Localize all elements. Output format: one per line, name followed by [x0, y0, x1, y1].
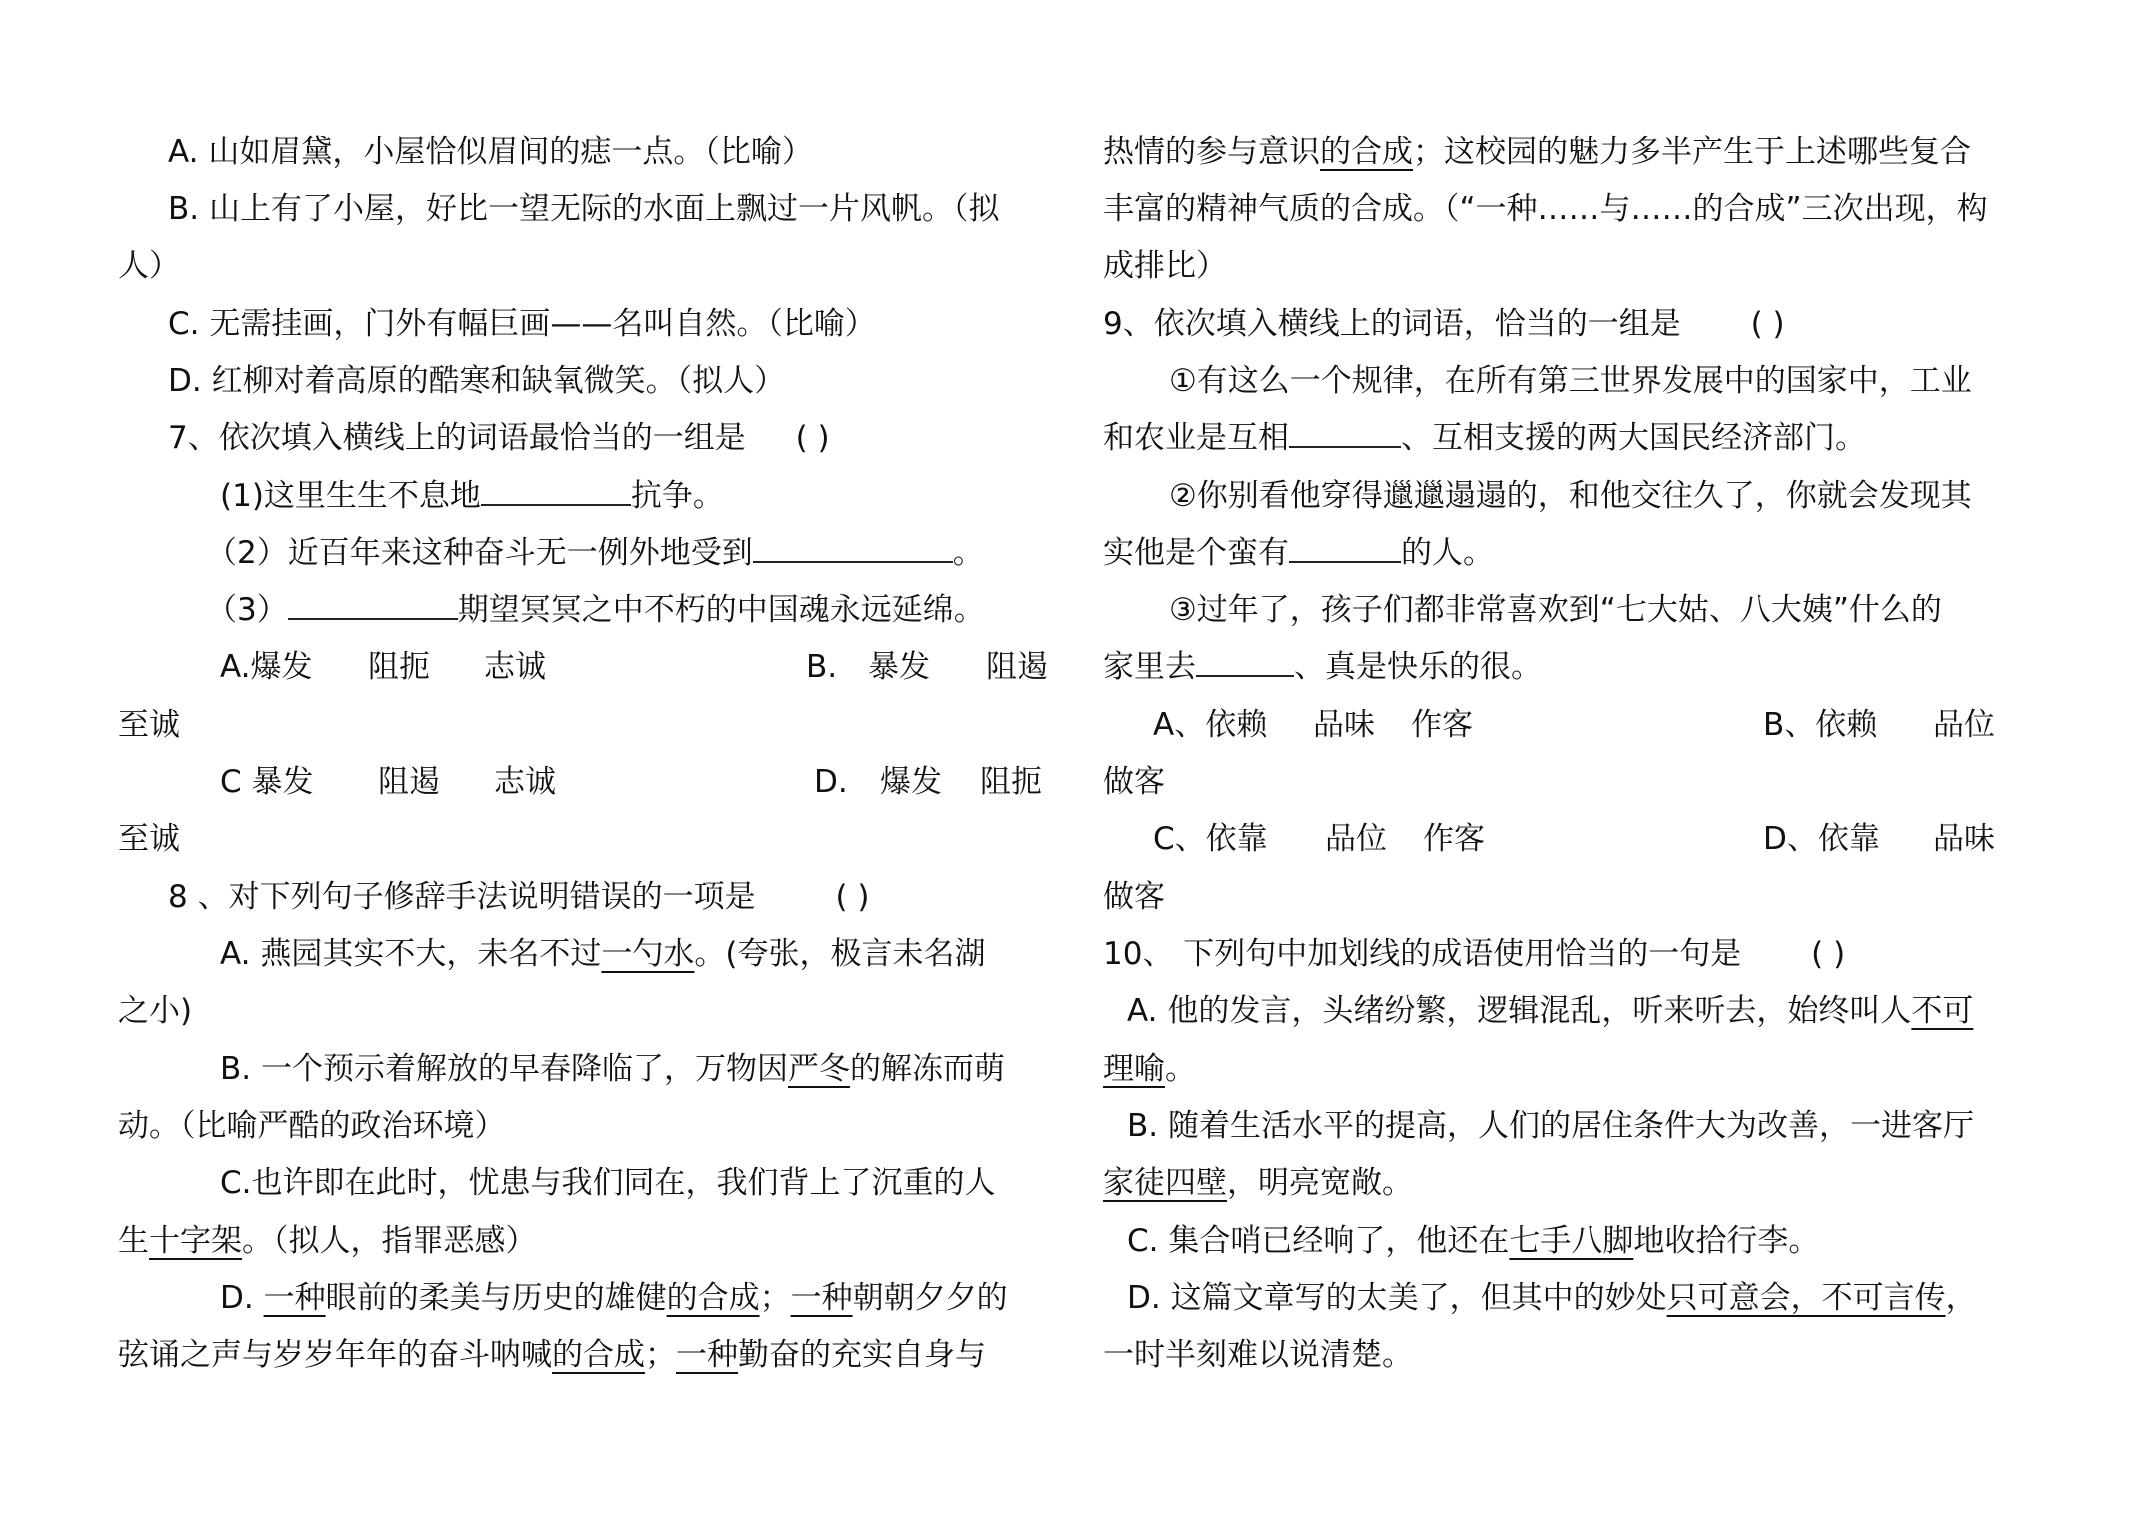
q10-b-text-2: ，明亮宽敞。: [1227, 1165, 1413, 1201]
q7-stem: [168, 418, 830, 458]
q10-a-text-1: A. 他的发言，头绪纷繁，逻辑混乱，听来听去，始终叫人: [1127, 993, 1912, 1029]
q7-s2-text-b: 。: [952, 535, 984, 571]
q7-s3-blank: [288, 590, 458, 620]
q8-answer-paren: ( ): [835, 879, 870, 915]
q10-answer-paren: ( ): [1811, 936, 1846, 972]
q8-option-a: [220, 934, 985, 974]
q8-d-l2-text-2: ；: [645, 1337, 676, 1373]
q9-b-label: B、依赖: [1763, 707, 1878, 743]
q7-options-cd: [220, 762, 1073, 802]
q8-c-text-2: 。（拟人，指罪恶感）: [242, 1223, 537, 1259]
q8-a-underlined: 一勺水: [601, 936, 695, 972]
q9-options-cd: [1153, 819, 2058, 859]
q7-s1-text-a: (1)这里生生不息地: [220, 478, 481, 514]
q8-d-line5: 成排比）: [1103, 248, 1227, 284]
q8-d-underlined-3: 一种: [790, 1280, 853, 1316]
q9-sentence-2: ②你别看他穿得邋邋遢遢的，和他交往久了，你就会发现其: [1169, 478, 1972, 514]
q10-b-underlined: 家徒四壁: [1103, 1165, 1227, 1201]
q9-options-ab: [1153, 705, 2058, 745]
q7-sentence-3: [206, 590, 985, 630]
q8-option-d-line2: [118, 1335, 986, 1375]
q10-option-a-cont: [1103, 1049, 1196, 1089]
q10-option-d-cont: 一时半刻难以说清楚。: [1103, 1337, 1413, 1373]
q8-d-line3: [1103, 132, 1971, 172]
q9-s2-text-c: 的人。: [1401, 535, 1494, 571]
q10-a-underlined-2: 理喻: [1103, 1051, 1165, 1087]
q10-d-underlined: 只可意会，不可言传: [1666, 1280, 1946, 1316]
q8-stem-text: 8 、对下列句子修辞手法说明错误的一项是: [168, 879, 756, 915]
q10-d-text-2: ，: [1945, 1280, 1977, 1316]
q7-b-cont: 至诚: [118, 707, 180, 743]
q8-d-l3-text-1: 热情的参与意识: [1103, 134, 1320, 170]
q7-c-label: C 暴发: [220, 764, 314, 800]
q8-b-text-2: 的解冻而萌: [849, 1051, 1005, 1087]
q7-d-cont: 至诚: [118, 821, 180, 857]
q8-option-c: C.也许即在此时，忧患与我们同在，我们背上了沉重的人: [220, 1165, 996, 1201]
q10-c-text-2: 地收拾行李。: [1633, 1223, 1820, 1259]
q9-s2-text-b: 实他是个蛮有: [1103, 535, 1289, 571]
q7-s1-text-b: 抗争。: [630, 478, 724, 514]
q8-d-line4: 丰富的精神气质的合成。（“一种……与……的合成”三次出现，构: [1103, 191, 1988, 227]
q10-c-underlined: 七手八脚: [1509, 1223, 1634, 1259]
q9-sentence-3-cont: [1103, 647, 1542, 687]
q9-s2-blank: [1289, 533, 1401, 563]
q9-sentence-1-cont: [1103, 418, 1866, 458]
q6-option-a: A. 山如眉黛，小屋恰似眉间的痣一点。（比喻）: [168, 134, 813, 170]
q9-d-label: D、依靠: [1763, 821, 1880, 857]
q9-s1-text-c: 、互相支援的两大国民经济部门。: [1401, 420, 1866, 456]
q7-s3-text-a: （3）: [206, 592, 288, 628]
q8-c-underlined: 十字架: [149, 1223, 242, 1259]
q8-b-text-1: B. 一个预示着解放的早春降临了，万物因: [220, 1051, 788, 1087]
q10-option-d: [1127, 1278, 1977, 1318]
q6-option-c: C. 无需挂画，门外有幅巨画——名叫自然。（比喻）: [168, 306, 876, 342]
q6-option-d: D. 红柳对着高原的酷寒和缺氧微笑。（拟人）: [168, 363, 786, 399]
q10-a-underlined-1: 不可: [1911, 993, 1974, 1029]
q10-a-text-2: 。: [1165, 1051, 1196, 1087]
q7-c-word2: 阻遏: [378, 764, 440, 800]
q9-c-word2: 品位: [1325, 821, 1387, 857]
q8-stem: [168, 877, 869, 917]
q9-d-cont: 做客: [1103, 879, 1165, 915]
q8-option-a-cont: 之小): [118, 993, 193, 1029]
q9-sentence-3: ③过年了，孩子们都非常喜欢到“七大姑、八大姨”什么的: [1169, 592, 1942, 628]
q7-d-word1: 爆发: [880, 764, 942, 800]
q7-answer-paren: ( ): [795, 420, 830, 456]
q7-c-word3: 志诚: [494, 764, 556, 800]
q10-stem: [1103, 934, 1845, 974]
q7-d-word2: 阻扼: [980, 764, 1042, 800]
q9-a-word2: 品味: [1313, 707, 1375, 743]
q8-d-label: D.: [220, 1280, 264, 1316]
q9-s3-text-c: 、真是快乐的很。: [1294, 649, 1542, 685]
q7-sentence-1: [220, 476, 724, 516]
q9-b-word2: 品位: [1933, 707, 1995, 743]
q9-stem-text: 9、依次填入横线上的词语，恰当的一组是: [1103, 306, 1681, 342]
q8-d-l2-text-1: 弦诵之声与岁岁年年的奋斗呐喊: [118, 1337, 552, 1373]
q8-a-text-1: A. 燕园其实不大，未名不过: [220, 936, 602, 972]
q9-c-word3: 作客: [1423, 821, 1485, 857]
q9-s1-text-b: 和农业是互相: [1103, 420, 1289, 456]
q8-d-l3-text-2: ；这校园的魅力多半产生于上述哪些复合: [1413, 134, 1971, 170]
q9-s1-blank: [1289, 418, 1401, 448]
q7-d-label: D.: [814, 764, 848, 800]
q7-a-label: A.爆发: [220, 649, 313, 685]
q10-option-b: B. 随着生活水平的提高，人们的居住条件大为改善，一进客厅: [1127, 1108, 1974, 1144]
q10-stem-text: 10、 下列句中加划线的成语使用恰当的一句是: [1103, 936, 1742, 972]
q8-d-l2-text-3: 勤奋的充实自身与: [738, 1337, 986, 1373]
q6-option-b: B. 山上有了小屋，好比一望无际的水面上飘过一片风帆。（拟: [168, 191, 1000, 227]
q8-d-l2-underlined-1: 的合成: [552, 1337, 645, 1373]
q7-s2-blank: [753, 533, 953, 563]
q8-b-underlined: 严冬: [787, 1051, 850, 1087]
q10-d-text-1: D. 这篇文章写的太美了，但其中的妙处: [1127, 1280, 1667, 1316]
q10-option-b-cont: [1103, 1163, 1413, 1203]
q9-d-word2: 品味: [1933, 821, 1995, 857]
q9-s3-blank: [1196, 647, 1294, 677]
q7-a-word2: 阻扼: [368, 649, 430, 685]
q7-b-word2: 阻遏: [986, 649, 1048, 685]
q8-d-l3-underlined: 的合成: [1320, 134, 1413, 170]
q9-sentence-2-cont: [1103, 533, 1494, 573]
q7-sentence-2: [206, 533, 984, 573]
q8-option-b: [220, 1049, 1005, 1089]
q10-c-text-1: C. 集合哨已经响了，他还在: [1127, 1223, 1510, 1259]
q9-s3-text-b: 家里去: [1103, 649, 1196, 685]
q10-option-a: [1127, 991, 1973, 1031]
q8-d-text-3: ；: [759, 1280, 791, 1316]
q9-b-cont: 做客: [1103, 764, 1165, 800]
q9-answer-paren: ( ): [1750, 306, 1785, 342]
q9-stem: [1103, 304, 1785, 344]
q8-a-text-2: 。(夸张，极言未名湖: [694, 936, 986, 972]
q8-d-l2-underlined-2: 一种: [676, 1337, 738, 1373]
q9-sentence-1: ①有这么一个规律，在所有第三世界发展中的国家中，工业: [1169, 363, 1972, 399]
q9-c-label: C、依靠: [1153, 821, 1268, 857]
q7-b-label: B.: [806, 649, 838, 685]
q8-option-d: [220, 1278, 1008, 1318]
q8-d-underlined-2: 的合成: [666, 1280, 760, 1316]
q8-d-text-4: 朝朝夕夕的: [852, 1280, 1008, 1316]
q7-stem-text: 7、依次填入横线上的词语最恰当的一组是: [168, 420, 746, 456]
q7-options-ab: [220, 647, 1073, 687]
q8-d-text-2: 眼前的柔美与历史的雄健: [325, 1280, 667, 1316]
q7-s2-text-a: （2）近百年来这种奋斗无一例外地受到: [206, 535, 753, 571]
q9-a-label: A、依赖: [1153, 707, 1268, 743]
q7-b-word1: 暴发: [868, 649, 930, 685]
q8-option-c-cont: [118, 1221, 537, 1261]
q7-s1-blank: [481, 476, 631, 506]
q7-s3-text-b: 期望冥冥之中不朽的中国魂永远延绵。: [457, 592, 985, 628]
q9-a-word3: 作客: [1411, 707, 1473, 743]
q7-a-word3: 志诚: [484, 649, 546, 685]
q6-option-b-cont: 人）: [118, 248, 180, 284]
q10-option-c: [1127, 1221, 1819, 1261]
q8-option-b-cont: 动。（比喻严酷的政治环境）: [118, 1108, 506, 1144]
q8-c-text-sheng: 生: [118, 1223, 149, 1259]
q8-d-underlined-1: 一种: [263, 1280, 326, 1316]
